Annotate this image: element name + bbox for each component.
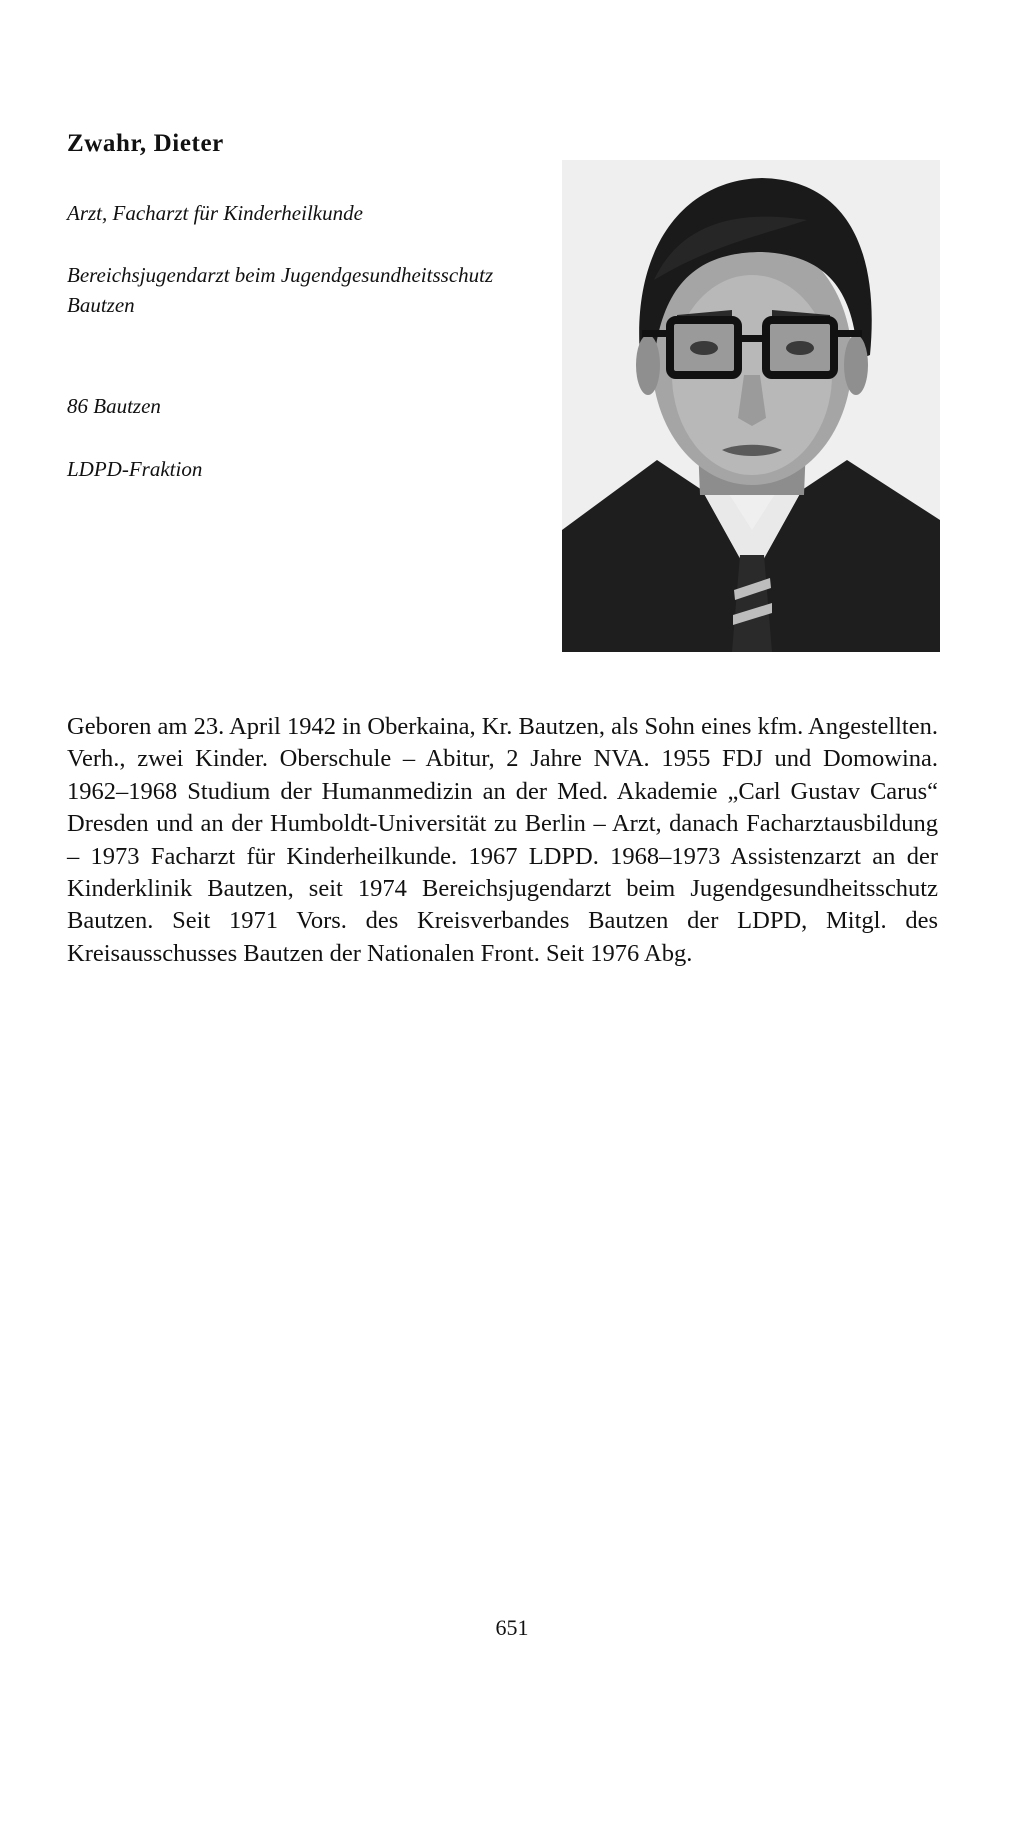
biography-text: Geboren am 23. April 1942 in Oberkaina, Kr. Bautzen, als Sohn eines kfm. Angestellten. Verh., zwei Kinder. Oberschule – Abitur, 2 Jahre NVA. 1955 FDJ und Domowina. 1962–1968 Studium der Humanmedizin an der Med. Akademie „Carl Gustav Carus“ Dresden und an der Humboldt-Universität zu Berlin – Arzt, danach Facharztausbildung – 1973 Facharzt für Kinderheilkunde. 1967 LDPD. 1968–1973 Assistenzarzt an der Kinderklinik Bautzen, seit 1974 Bereichsjugendarzt beim Jugendgesundheitsschutz Bautzen. Seit 1971 Vors. des Kreisverbandes Bautzen der LDPD, Mitgl. des Kreisausschusses Bautzen der Nationalen Front. Seit 1976 Abg. — [67, 713, 938, 967]
faction: LDPD-Fraktion — [67, 457, 203, 481]
portrait-photo-image — [562, 160, 940, 652]
portrait-photo — [562, 160, 940, 652]
page-number: 651 — [495, 1615, 529, 1640]
address: 86 Bautzen — [67, 394, 161, 418]
profession: Arzt, Facharzt für Kinderheilkunde — [67, 201, 363, 225]
person-name: Zwahr, Dieter — [67, 130, 224, 157]
position: Bereichsjugendarzt beim Jugendgesundheitsschutz Bautzen — [67, 263, 494, 317]
